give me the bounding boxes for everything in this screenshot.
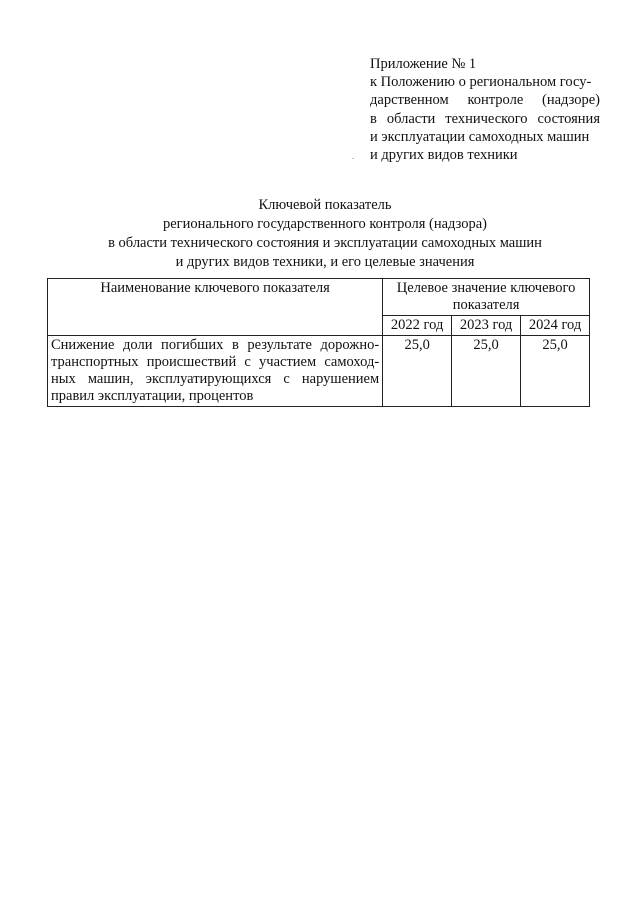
- value-cell: 25,0: [521, 336, 590, 407]
- appendix-block: [370, 55, 600, 164]
- header-year: 2024 год: [521, 316, 590, 336]
- scan-dot: .: [352, 151, 355, 161]
- value-cell: 25,0: [383, 336, 452, 407]
- appendix-line: и других видов техники: [370, 147, 518, 164]
- header-year: 2023 год: [452, 316, 521, 336]
- appendix-line: в области технического состояния: [370, 110, 600, 127]
- appendix-line: к Положению о региональном госу-: [370, 74, 592, 91]
- indicator-name-line: транспортных происшествий с участием самоход-: [51, 354, 380, 370]
- header-year: 2022 год: [383, 316, 452, 336]
- kpi-table: [47, 278, 590, 407]
- title-line: в области технического состояния и эксплуатации самоходных машин: [108, 235, 542, 251]
- appendix-line: и эксплуатации самоходных машин: [370, 128, 590, 145]
- value-cell: 25,0: [452, 336, 521, 407]
- document-title: [60, 196, 590, 272]
- title-line: регионального государственного контроля (надзора): [163, 216, 487, 232]
- indicator-name-cell: [48, 336, 383, 407]
- indicator-name-line: правил эксплуатации, процентов: [51, 388, 254, 404]
- header-indicator-name: Наименование ключевого показателя: [48, 279, 383, 336]
- indicator-name-line: Снижение доли погибших в результате дорожно-: [51, 337, 380, 353]
- table-header-row: [48, 279, 590, 316]
- indicator-name-line: ных машин, эксплуатирующихся с нарушением: [51, 371, 380, 387]
- appendix-line: дарственном контроле (надзоре): [370, 92, 600, 109]
- appendix-line: Приложение № 1: [370, 56, 477, 72]
- title-line: и других видов техники, и его целевые значения: [175, 254, 475, 270]
- title-line: Ключевой показатель: [258, 197, 392, 213]
- table-row: [48, 336, 590, 407]
- header-target-value: Целевое значение ключевого показателя: [383, 279, 590, 316]
